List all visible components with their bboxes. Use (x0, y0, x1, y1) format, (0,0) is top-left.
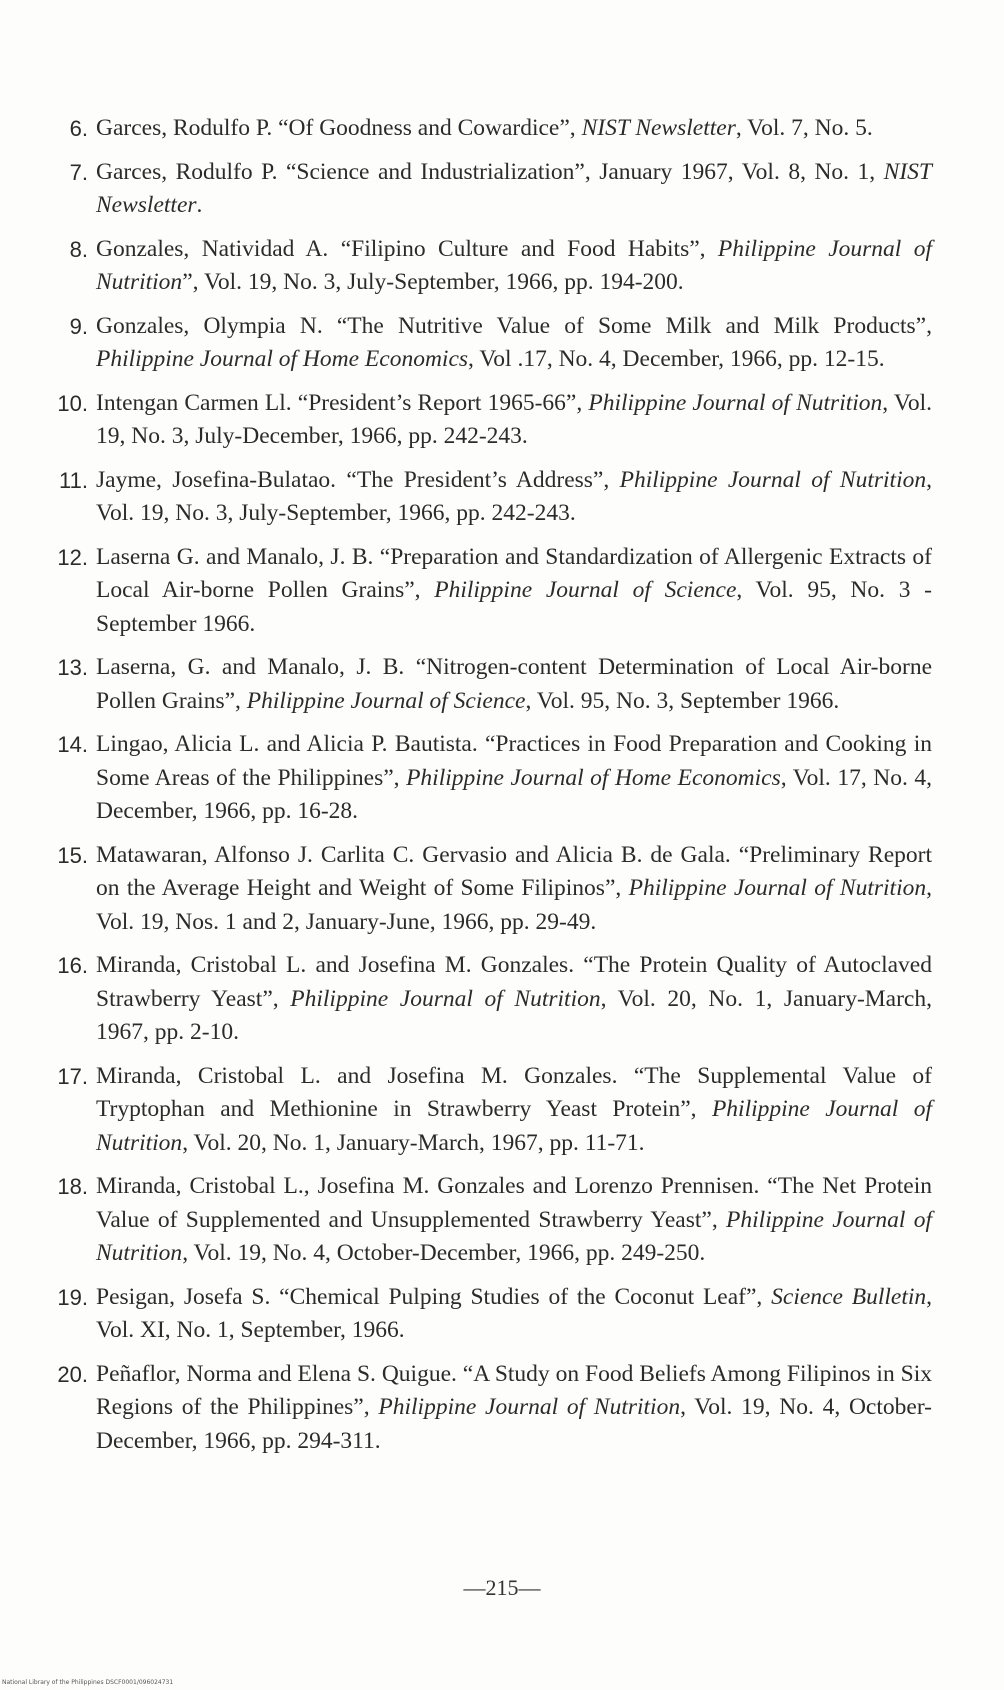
reference-details: , Vol. 20, No. 1, January-March, 1967, pp. 11-71. (182, 1129, 645, 1156)
reference-publication: Philippine Journal of Nutrition (96, 235, 932, 295)
reference-publication: Philippine Journal of Nutrition (628, 875, 927, 901)
reference-item (52, 1060, 932, 1161)
reference-citation: Pesigan, Josefa S. “Chemical Pulping Studies of the Coconut Leaf”, (96, 1283, 772, 1310)
reference-details: . (196, 192, 203, 218)
reference-citation: Miranda, Cristobal L., Josefina M. Gonzales and Lorenzo Prennisen. “The Net Protein Value of Supplemented and Unsupplemented Strawberry Yeast”, (96, 1173, 932, 1233)
reference-list (52, 112, 932, 1468)
reference-citation: Gonzales, Olympia N. “The Nutritive Value of Some Milk and Milk Products”, (96, 312, 932, 339)
reference-item (52, 1170, 932, 1271)
reference-publication: Philippine Journal of Nutrition (619, 466, 927, 493)
reference-citation: Miranda, Cristobal L. and Josefina M. Gonzales. “The Protein Quality of Autoclaved Strawberry Yeast”, (96, 952, 932, 1012)
reference-item (52, 112, 932, 146)
reference-number: 15. (57, 842, 88, 868)
reference-publication: Philippine Journal of Science (246, 687, 526, 714)
reference-number: 8. (69, 236, 88, 262)
reference-item (52, 651, 932, 718)
reference-publication: NIST Newsletter (96, 158, 932, 218)
reference-details: , Vol. 19, No. 3, July-September, 1966, pp. 242-243. (96, 466, 932, 526)
reference-details: , Vol. 19, Nos. 1 and 2, January-June, 1966, pp. 29-49. (96, 875, 932, 935)
reference-number: 6. (69, 116, 88, 141)
reference-citation: Jayme, Josefina-Bulatao. “The President’s Address”, (96, 466, 620, 493)
reference-publication: Science Bulletin (771, 1283, 927, 1310)
reference-publication: Philippine Journal of Nutrition (588, 389, 883, 416)
reference-details: , Vol. 19, No. 4, October-December, 1966, pp. 294-311. (96, 1394, 933, 1454)
reference-item (52, 1281, 932, 1348)
reference-citation: Gonzales, Natividad A. “Filipino Culture and Food Habits”, (96, 235, 718, 262)
reference-citation: Garces, Rodulfo P. “Science and Industrialization”, January 1967, Vol. 8, No. 1, (96, 158, 884, 185)
reference-item (52, 464, 932, 531)
reference-number: 10. (57, 390, 88, 416)
reference-number: 16. (57, 953, 88, 978)
reference-details: , Vol .17, No. 4, December, 1966, pp. 12-15. (468, 346, 885, 372)
reference-item (52, 949, 932, 1050)
reference-item (52, 156, 932, 223)
reference-details: , Vol. 19, No. 3, July-December, 1966, pp. 242-243. (96, 389, 932, 449)
reference-citation: Laserna G. and Manalo, J. B. “Preparation and Standardization of Allergenic Extracts of Local Air-borne Pollen Grains”, (96, 543, 932, 603)
reference-number: 7. (69, 159, 88, 185)
reference-number: 20. (57, 1361, 88, 1387)
reference-number: 13. (57, 655, 88, 680)
reference-number: 17. (57, 1063, 88, 1089)
page-number: —215— (463, 1575, 541, 1600)
reference-publication: Philippine Journal of Nutrition (96, 1206, 932, 1266)
reference-details: , Vol. 19, No. 4, October-December, 1966, pp. 249-250. (182, 1240, 706, 1266)
reference-item (52, 1358, 932, 1459)
reference-item (52, 839, 932, 940)
reference-details: , Vol. 20, No. 1, January-March, 1967, pp. 2-10. (96, 985, 932, 1045)
reference-number: 14. (57, 732, 88, 757)
reference-details: , Vol. 17, No. 4, December, 1966, pp. 16-28. (96, 764, 932, 824)
reference-citation: Peñaflor, Norma and Elena S. Quigue. “A Study on Food Beliefs Among Filipinos in Six Regions of the Philippines”, (96, 1360, 932, 1420)
reference-citation: Intengan Carmen Ll. “President’s Report 1965-66”, (96, 389, 589, 416)
reference-citation: Garces, Rodulfo P. “Of Goodness and Cowardice”, (96, 115, 582, 141)
reference-number: 19. (57, 1284, 88, 1310)
reference-details: , Vol. 7, No. 5. (735, 115, 873, 141)
reference-item (52, 310, 932, 377)
scan-credit: National Library of the Philippines DSCF0001/096024731 (2, 1679, 174, 1686)
reference-publication: NIST Newsletter (581, 115, 736, 141)
reference-publication: Philippine Journal of Nutrition (378, 1394, 681, 1420)
reference-citation: Laserna, G. and Manalo, J. B. “Nitrogen-content Determination of Local Air-borne Pollen Grains”, (96, 654, 932, 714)
reference-details: , Vol. 95, No. 3, September 1966. (525, 687, 840, 714)
reference-details: , Vol. 95, No. 3 - September 1966. (96, 577, 932, 637)
reference-number: 18. (57, 1174, 88, 1199)
reference-publication: Philippine Journal of Nutrition (96, 1096, 932, 1156)
reference-number: 12. (57, 544, 88, 570)
reference-number: 11. (59, 467, 88, 493)
reference-publication: Philippine Journal of Home Economics (96, 346, 469, 372)
reference-details: , Vol. XI, No. 1, September, 1966. (96, 1283, 933, 1343)
reference-number: 9. (69, 313, 88, 339)
reference-item (52, 387, 932, 454)
reference-item (52, 728, 932, 829)
reference-publication: Philippine Journal of Home Economics (406, 764, 781, 791)
reference-citation: Lingao, Alicia L. and Alicia P. Bautista. “Practices in Food Preparation and Cooking in Some Areas of the Philippines”, (96, 731, 932, 791)
reference-citation: Miranda, Cristobal L. and Josefina M. Gonzales. “The Supplemental Value of Tryptophan and Methionine in Strawberry Yeast Protein”, (96, 1062, 932, 1122)
reference-publication: Philippine Journal of Science (434, 577, 737, 603)
reference-details: ”, Vol. 19, No. 3, July-September, 1966, pp. 194-200. (182, 269, 684, 295)
reference-citation: Matawaran, Alfonso J. Carlita C. Gervasio and Alicia B. de Gala. “Preliminary Report on the Average Height and Weight of Some Filipinos”, (96, 841, 932, 901)
reference-item (52, 541, 932, 642)
reference-publication: Philippine Journal of Nutrition (290, 985, 601, 1012)
reference-item (52, 233, 932, 300)
